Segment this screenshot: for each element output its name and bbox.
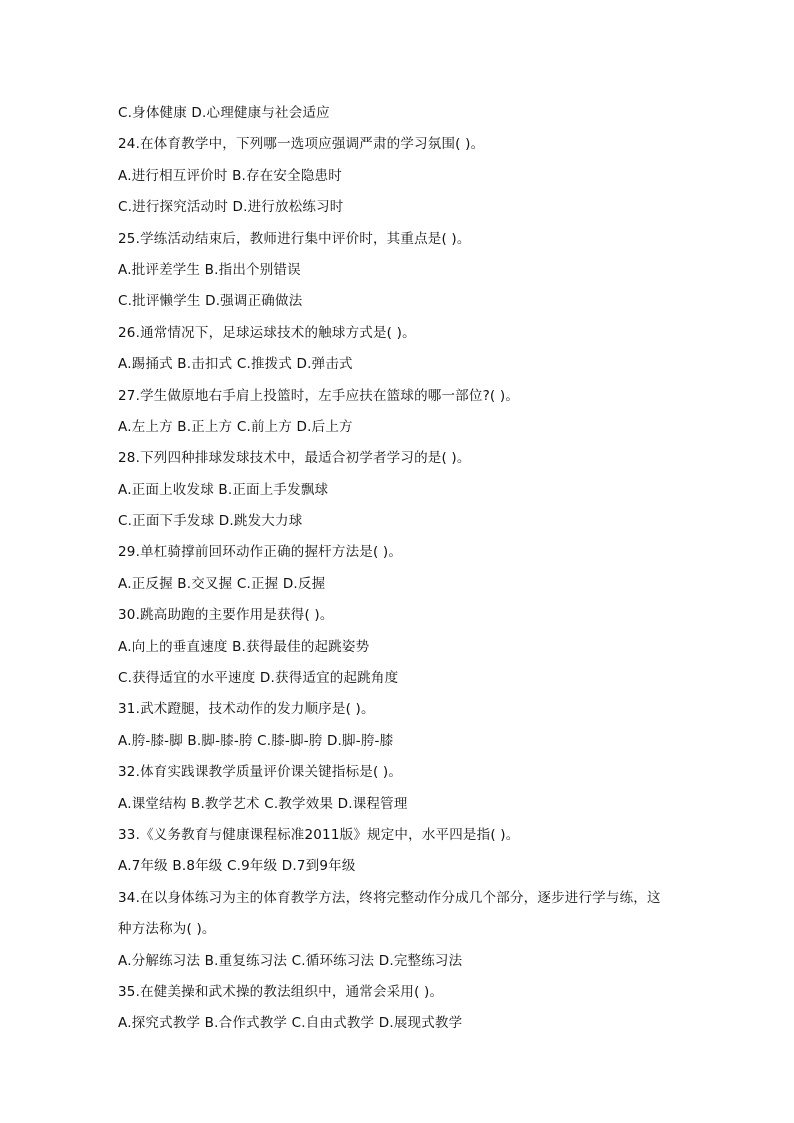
- option-line: A.正面上收发球 B.正面上手发飘球: [118, 481, 329, 498]
- question-24: 24.在体育教学中，下列哪一选项应强调严肃的学习氛围( )。: [118, 136, 485, 153]
- option-line: C.身体健康 D.心理健康与社会适应: [118, 105, 330, 121]
- question-35: 35.在健美操和武术操的教法组织中，通常会采用( )。: [118, 983, 444, 1000]
- option-line: A.进行相互评价时 B.存在安全隐患时: [118, 167, 342, 184]
- question-33: 33.《义务教育与健康课程标准2011版》规定中，水平四是指( )。: [118, 826, 520, 843]
- option-line: C.批评懒学生 D.强调正确做法: [118, 293, 303, 310]
- document-body: [118, 98, 688, 1040]
- question-34: 34.在以身体练习为主的体育教学方法，终将完整动作分成几个部分，逐步进行学与练，这: [118, 889, 661, 906]
- question-27: 27.学生做原地右手肩上投篮时，左手应扶在篮球的哪一部位?( )。: [118, 387, 520, 404]
- question-29: 29.单杠骑撑前回环动作正确的握杆方法是( )。: [118, 544, 403, 561]
- option-line: A.向上的垂直速度 B.获得最佳的起跳姿势: [118, 638, 370, 655]
- option-line: A.踢捅式 B.击扣式 C.推拨式 D.弹击式: [118, 356, 353, 373]
- question-32: 32.体育实践课教学质量评价课关键指标是( )。: [118, 764, 403, 781]
- option-line: A.课堂结构 B.教学艺术 C.教学效果 D.课程管理: [118, 795, 408, 812]
- option-line: A.左上方 B.正上方 C.前上方 D.后上方: [118, 418, 353, 435]
- question-30: 30.跳高助跑的主要作用是获得( )。: [118, 607, 334, 624]
- question-25: 25.学练活动结束后，教师进行集中评价时，其重点是( )。: [118, 230, 471, 247]
- option-line: C.获得适宜的水平速度 D.获得适宜的起跳角度: [118, 670, 399, 687]
- option-line: A.胯-膝-脚 B.脚-膝-胯 C.膝-脚-胯 D.脚-胯-膝: [118, 732, 394, 749]
- option-line: A.7年级 B.8年级 C.9年级 D.7到9年级: [118, 858, 356, 875]
- option-line: A.批评差学生 B.指出个别错误: [118, 261, 301, 278]
- question-34-continued: 种方法称为( )。: [118, 921, 216, 938]
- option-line: A.探究式教学 B.合作式教学 C.自由式教学 D.展现式教学: [118, 1015, 463, 1032]
- question-26: 26.通常情况下，足球运球技术的触球方式是( )。: [118, 324, 416, 341]
- option-line: A.分解练习法 B.重复练习法 C.循环练习法 D.完整练习法: [118, 952, 463, 969]
- question-31: 31.武术蹬腿，技术动作的发力顺序是( )。: [118, 701, 375, 718]
- option-line: A.正反握 B.交叉握 C.正握 D.反握: [118, 575, 326, 592]
- option-line: C.进行探究活动时 D.进行放松练习时: [118, 199, 344, 216]
- option-line: C.正面下手发球 D.跳发大力球: [118, 513, 303, 530]
- question-28: 28.下列四种排球发球技术中，最适合初学者学习的是( )。: [118, 450, 471, 467]
